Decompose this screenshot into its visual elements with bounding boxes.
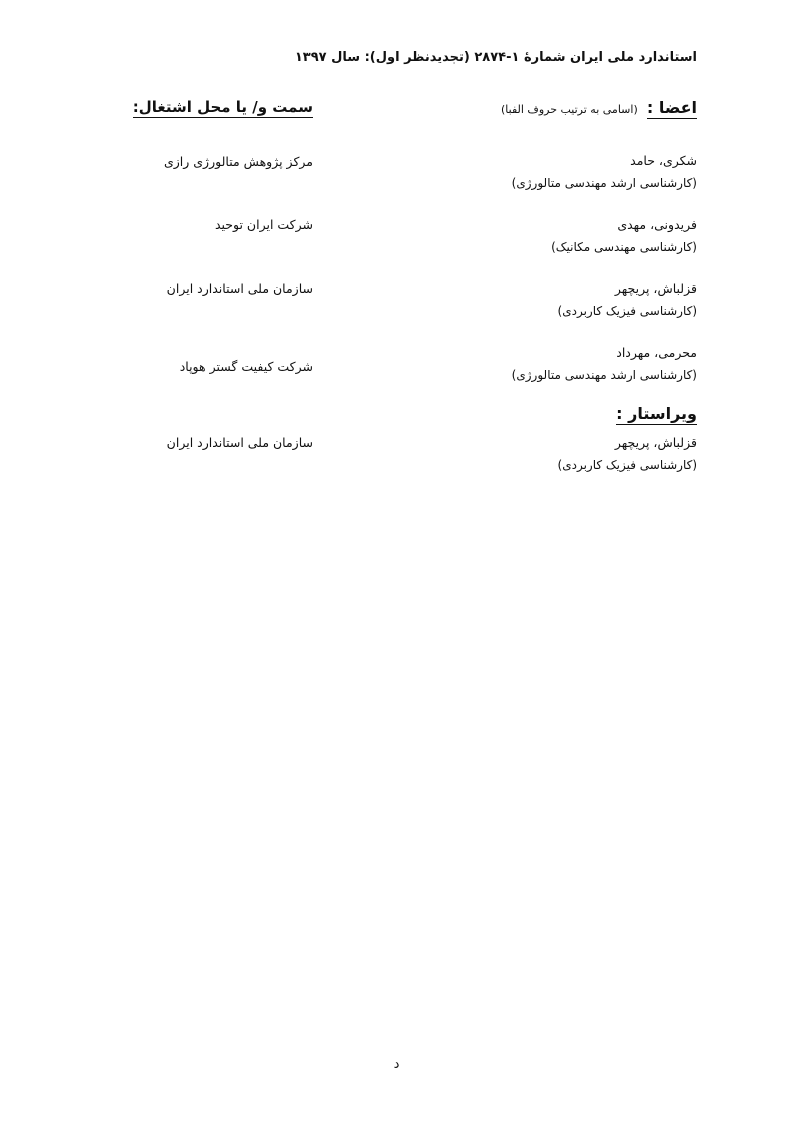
member-degree: (کارشناسی فیزیک کاربردی) xyxy=(557,304,697,318)
member-affiliation: شرکت ایران توحید xyxy=(214,217,313,232)
member-affiliation: سازمان ملی استاندارد ایران xyxy=(166,281,313,296)
members-heading: اعضا : xyxy=(646,98,697,117)
member-entry xyxy=(417,214,697,258)
member-name: قزلباش، پریچهر xyxy=(614,281,697,296)
member-entry xyxy=(417,150,697,194)
editor-heading: ویراستار : xyxy=(616,404,697,423)
member-affiliation: شرکت کیفیت گستر هوپاد xyxy=(179,359,313,374)
member-name: شکری، حامد xyxy=(630,153,697,168)
affiliation-heading: سمت و/ یا محل اشتغال: xyxy=(132,98,313,116)
member-degree: (کارشناسی مهندسی مکانیک) xyxy=(551,240,697,254)
editor-affiliation: سازمان ملی استاندارد ایران xyxy=(166,435,313,450)
page-number: د xyxy=(393,1057,400,1072)
standard-header: استاندارد ملی ایران شمارۀ ۱-۲۸۷۴ (تجدیدنظر اول): سال ۱۳۹۷ xyxy=(294,50,697,65)
member-name: فریدونی، مهدی xyxy=(617,217,697,232)
members-order-note: (اسامی به ترتیب حروف الفبا) xyxy=(500,103,638,116)
member-name: محرمی، مهرداد xyxy=(616,345,697,360)
member-degree: (کارشناسی ارشد مهندسی متالورژی) xyxy=(511,368,697,382)
member-affiliation: مرکز پژوهش متالورژی رازی xyxy=(163,154,313,169)
editor-entry xyxy=(417,432,697,476)
editor-degree: (کارشناسی فیزیک کاربردی) xyxy=(557,458,697,472)
editor-name: قزلباش، پریچهر xyxy=(614,435,697,450)
member-entry xyxy=(417,342,697,386)
members-heading-row xyxy=(501,98,697,117)
member-degree: (کارشناسی ارشد مهندسی متالورژی) xyxy=(511,176,697,190)
member-entry xyxy=(417,278,697,322)
